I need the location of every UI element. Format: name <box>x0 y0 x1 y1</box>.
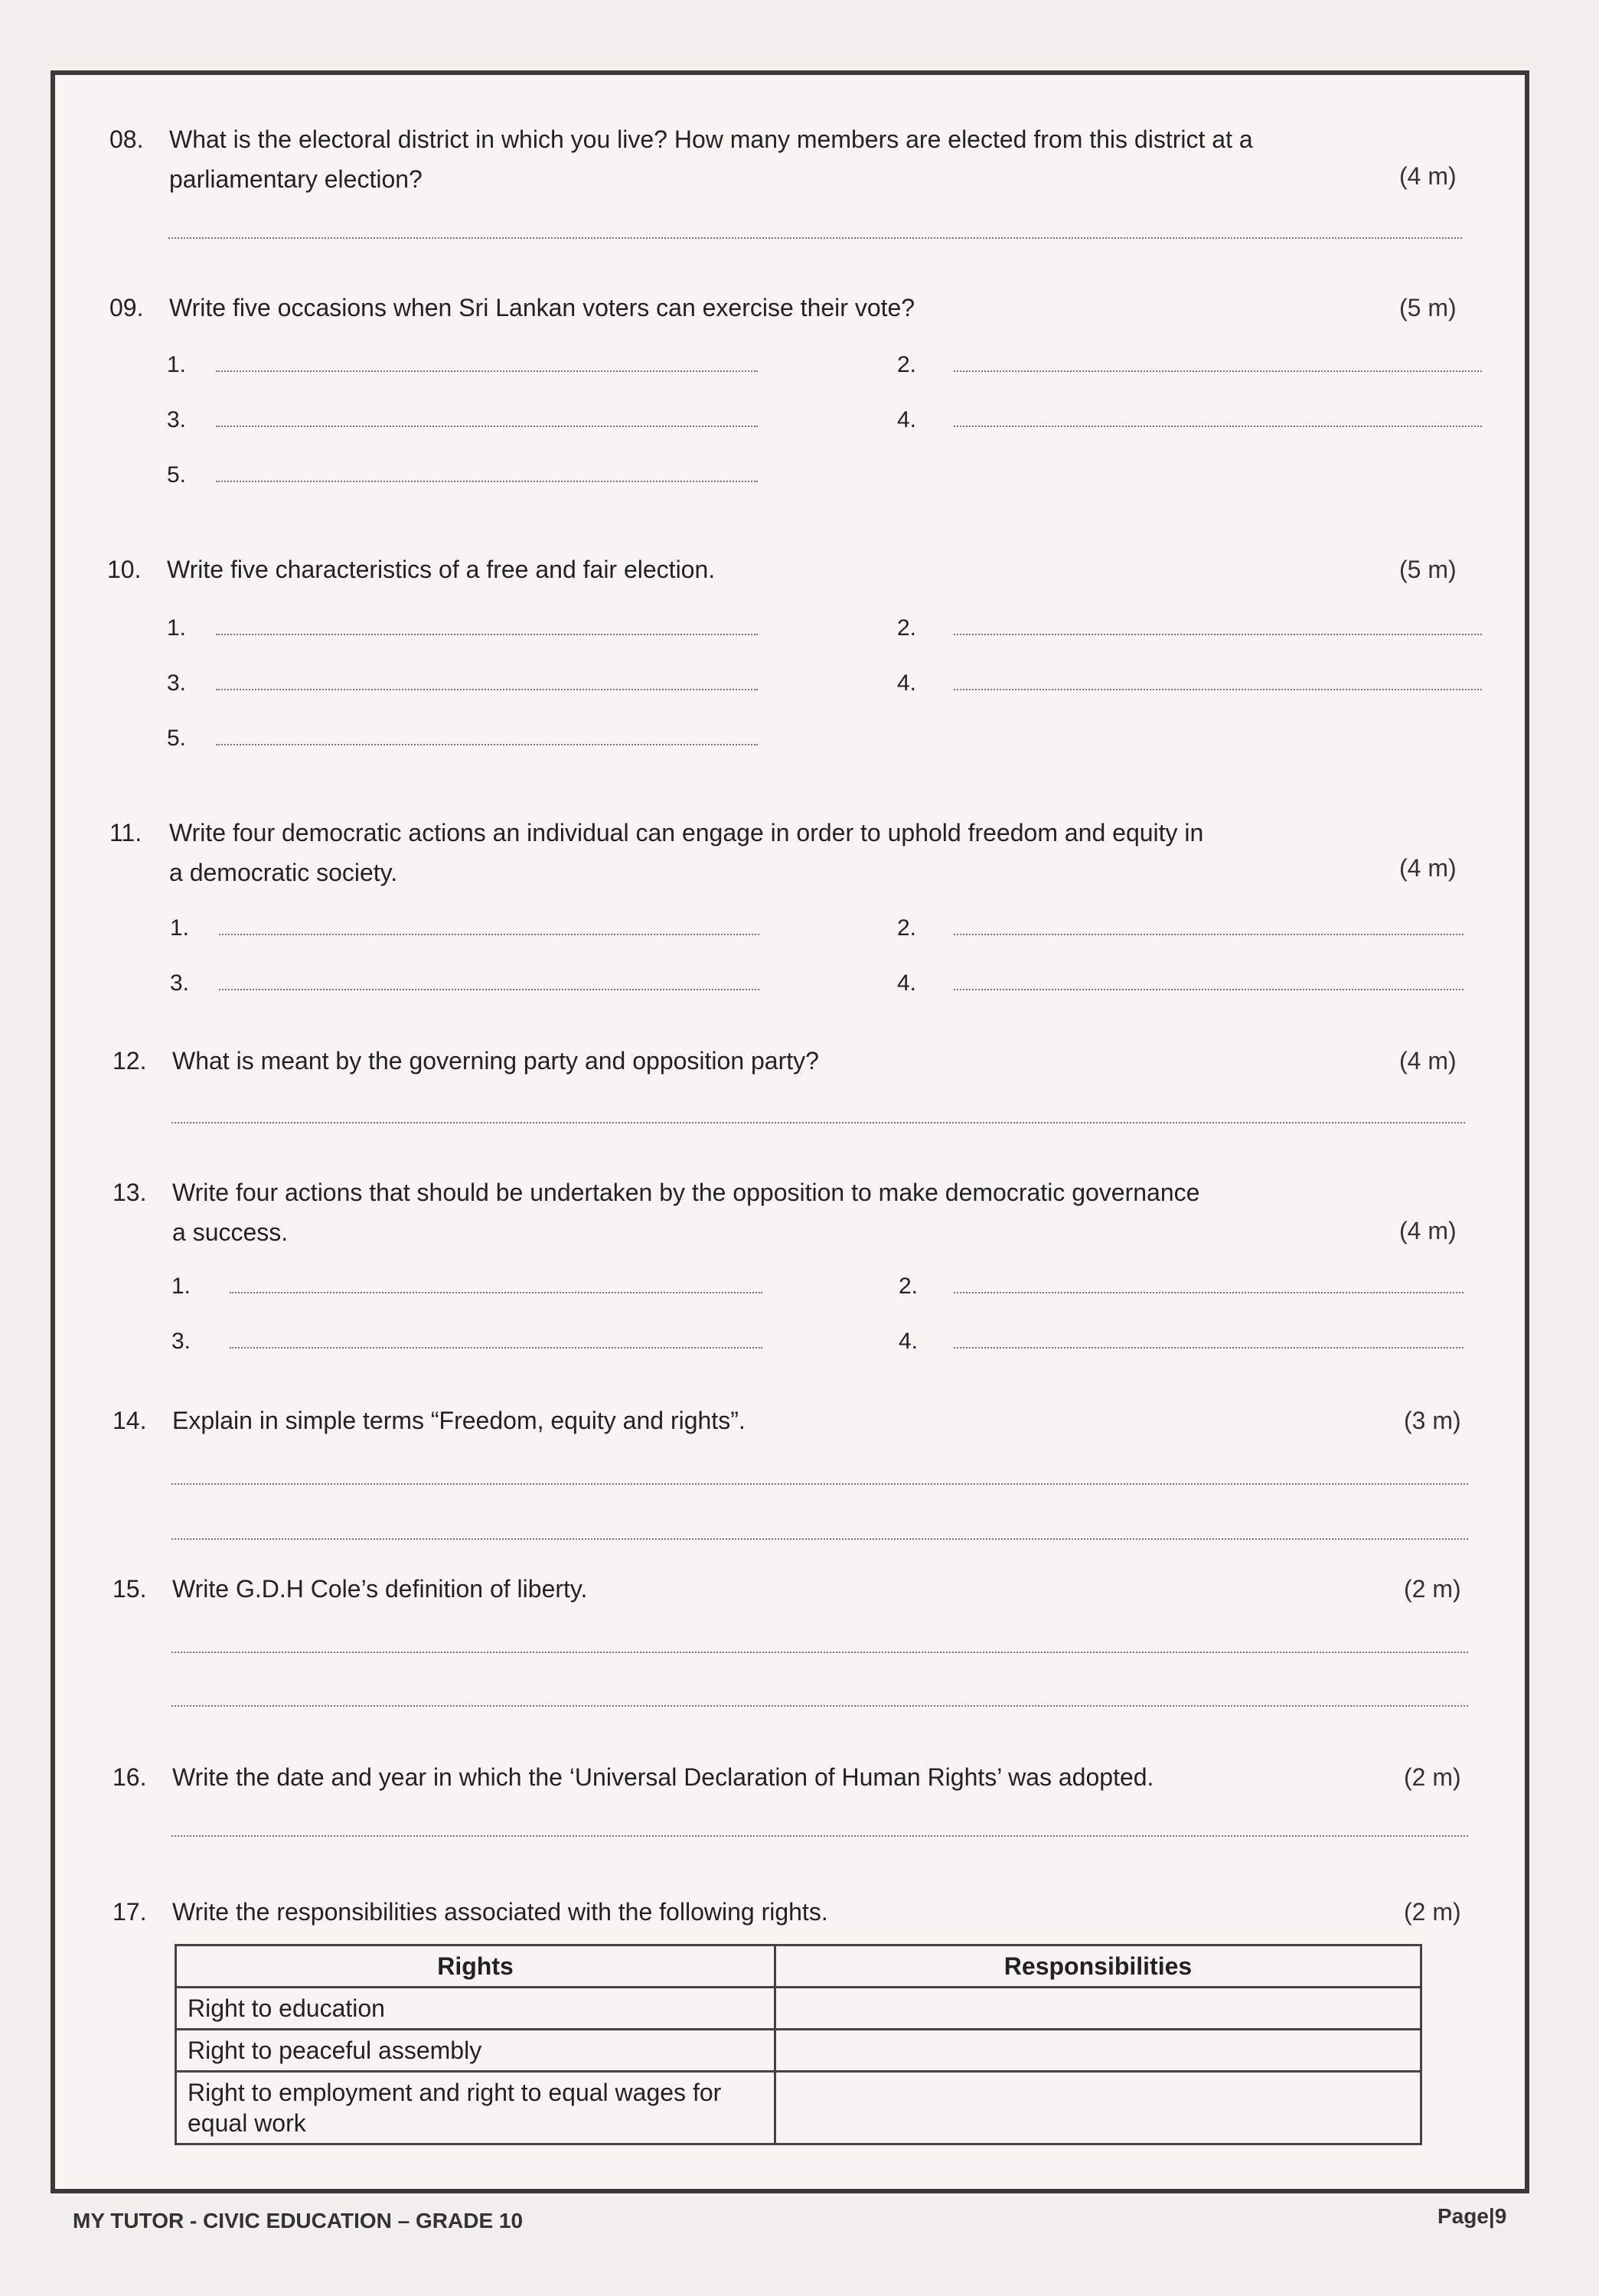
answer-number: 2. <box>897 915 917 941</box>
answer-line[interactable] <box>219 989 759 990</box>
table-row <box>176 2072 1421 2144</box>
answer-line[interactable] <box>171 1483 1468 1485</box>
marks-label: (4 m) <box>1399 1217 1457 1244</box>
answer-line[interactable] <box>171 1835 1468 1837</box>
question-text: Write five characteristics of a free and fair election. <box>167 556 716 583</box>
answer-line[interactable] <box>954 934 1464 935</box>
answer-number: 5. <box>167 462 187 488</box>
table-cell-responsibility[interactable] <box>775 2030 1421 2072</box>
table-cell-right: Right to peaceful assembly <box>176 2030 775 2072</box>
rights-responsibilities-table <box>175 1944 1422 2145</box>
page-frame <box>51 70 1529 2193</box>
question-text: Write G.D.H Cole’s definition of liberty. <box>172 1575 588 1603</box>
marks-label: (2 m) <box>1404 1898 1461 1926</box>
question-15 <box>113 1574 1490 1612</box>
question-number: 16. <box>113 1763 147 1791</box>
question-text: What is the electoral district in which you live? How many members are elected from this district at a <box>169 126 1253 153</box>
answer-number: 5. <box>167 726 187 751</box>
answer-number: 1. <box>167 352 187 377</box>
answer-number: 4. <box>897 970 917 996</box>
question-text: Write four democratic actions an individual can engage in order to uphold freedom and equity in <box>169 819 1204 846</box>
table-header-row <box>176 1945 1421 1988</box>
question-17 <box>113 1896 1490 1935</box>
question-number: 14. <box>113 1407 147 1434</box>
answer-number: 2. <box>897 615 917 641</box>
footer-title: MY TUTOR - CIVIC EDUCATION – GRADE 10 <box>73 2209 524 2232</box>
question-text: Write five occasions when Sri Lankan voters can exercise their vote? <box>169 294 915 321</box>
table-header-responsibilities: Responsibilities <box>775 1945 1421 1988</box>
answer-number: 2. <box>899 1274 919 1299</box>
question-14 <box>113 1405 1490 1443</box>
answer-number: 3. <box>167 670 187 696</box>
question-number: 13. <box>113 1179 147 1206</box>
question-number: 12. <box>113 1047 147 1075</box>
answer-number: 1. <box>171 1274 191 1299</box>
marks-label: (2 m) <box>1404 1575 1461 1603</box>
answer-number: 3. <box>171 1329 191 1354</box>
answer-line[interactable] <box>168 237 1462 239</box>
answer-line[interactable] <box>219 934 759 935</box>
marks-label: (3 m) <box>1404 1407 1461 1434</box>
answer-line[interactable] <box>171 1652 1468 1653</box>
answer-number: 1. <box>167 615 187 641</box>
table-row <box>176 1988 1421 2030</box>
marks-label: (2 m) <box>1404 1763 1461 1791</box>
answer-line[interactable] <box>171 1122 1465 1124</box>
table-row <box>176 2030 1421 2072</box>
answer-line[interactable] <box>216 744 758 745</box>
table-cell-responsibility[interactable] <box>775 1988 1421 2030</box>
question-text: Explain in simple terms “Freedom, equity and rights”. <box>172 1407 746 1434</box>
answer-line[interactable] <box>230 1292 762 1293</box>
answer-number: 2. <box>897 352 917 377</box>
question-text-continued: a success. <box>172 1218 289 1246</box>
marks-label: (5 m) <box>1399 294 1457 321</box>
question-number: 17. <box>113 1898 147 1926</box>
marks-label: (4 m) <box>1399 1047 1457 1075</box>
answer-line[interactable] <box>216 426 758 427</box>
question-11 <box>109 817 1487 894</box>
question-08 <box>109 124 1487 201</box>
answer-number: 3. <box>167 407 187 432</box>
table-header-rights: Rights <box>176 1945 775 1988</box>
answer-line[interactable] <box>954 689 1482 690</box>
question-number: 10. <box>107 556 142 583</box>
question-text-continued: a democratic society. <box>169 859 398 886</box>
answer-line[interactable] <box>954 1347 1464 1349</box>
question-text-continued: parliamentary election? <box>169 165 423 193</box>
question-13 <box>113 1177 1490 1254</box>
question-text: Write the responsibilities associated with the following rights. <box>172 1898 828 1926</box>
question-16 <box>113 1762 1490 1800</box>
question-12 <box>113 1045 1490 1084</box>
answer-line[interactable] <box>216 689 758 690</box>
answer-line[interactable] <box>954 426 1482 427</box>
question-text: What is meant by the governing party and opposition party? <box>172 1047 819 1075</box>
answer-number: 4. <box>897 407 917 432</box>
page-number: Page|9 <box>1437 2204 1507 2228</box>
table-cell-right: Right to education <box>176 1988 775 2030</box>
answer-number: 1. <box>170 915 190 941</box>
answer-number: 3. <box>170 970 190 996</box>
answer-line[interactable] <box>171 1538 1468 1540</box>
table-cell-right: Right to employment and right to equal wages for equal work <box>176 2072 775 2144</box>
answer-line[interactable] <box>216 370 758 372</box>
table-cell-responsibility[interactable] <box>775 2072 1421 2144</box>
answer-line[interactable] <box>954 1292 1464 1293</box>
question-09 <box>109 292 1487 331</box>
answer-line[interactable] <box>954 370 1482 372</box>
marks-label: (4 m) <box>1399 854 1457 882</box>
answer-line[interactable] <box>230 1347 762 1349</box>
answer-line[interactable] <box>954 989 1464 990</box>
marks-label: (5 m) <box>1399 556 1457 583</box>
answer-line[interactable] <box>216 634 758 635</box>
question-number: 15. <box>113 1575 147 1603</box>
answer-line[interactable] <box>216 481 758 482</box>
answer-line[interactable] <box>171 1705 1468 1707</box>
answer-line[interactable] <box>954 634 1482 635</box>
question-number: 08. <box>109 126 144 153</box>
question-text: Write the date and year in which the ‘Universal Declaration of Human Rights’ was adopted. <box>172 1763 1154 1791</box>
question-number: 11. <box>109 819 142 846</box>
question-10 <box>107 554 1485 592</box>
question-text: Write four actions that should be undertaken by the opposition to make democratic governance <box>172 1179 1200 1206</box>
marks-label: (4 m) <box>1399 162 1457 190</box>
answer-number: 4. <box>899 1329 919 1354</box>
answer-number: 4. <box>897 670 917 696</box>
question-number: 09. <box>109 294 144 321</box>
